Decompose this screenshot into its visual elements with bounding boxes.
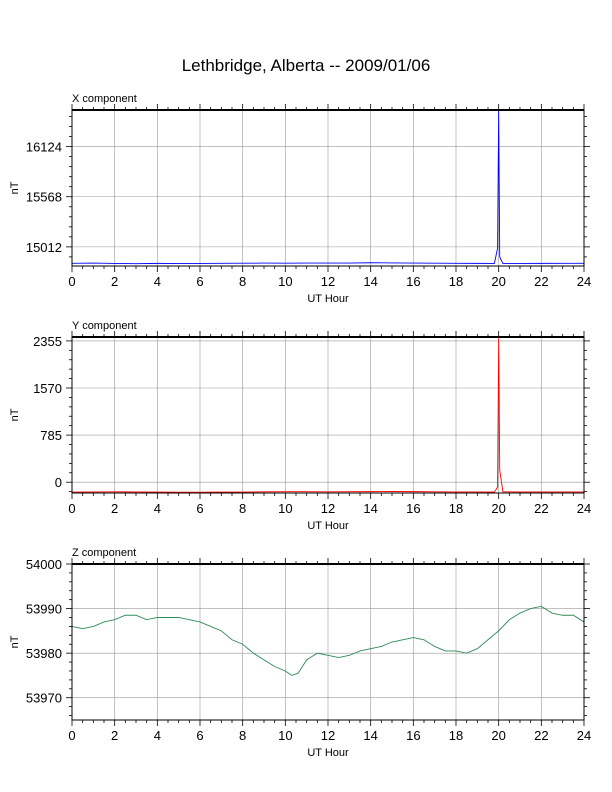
- x-tick-label: 24: [576, 728, 592, 743]
- x-tick-label: 16: [406, 501, 421, 516]
- x-tick-label: 10: [278, 274, 293, 289]
- x-tick-label: 10: [278, 501, 293, 516]
- x-tick-label: 0: [68, 274, 76, 289]
- y-axis-label: nT: [9, 635, 21, 649]
- z-component-panel: [9, 547, 591, 759]
- x-tick-label: 2: [111, 274, 119, 289]
- x-tick-label: 22: [534, 728, 549, 743]
- y-tick-label: 15568: [25, 189, 62, 205]
- x-tick-label: 16: [406, 274, 421, 289]
- x-tick-label: 22: [534, 274, 549, 289]
- y-component-panel: [9, 320, 591, 532]
- x-tick-label: 12: [320, 501, 336, 516]
- y-tick-label: 54000: [25, 557, 62, 572]
- x-tick-label: 6: [196, 274, 204, 289]
- y-tick-label: 785: [40, 428, 62, 444]
- y-tick-label: 53990: [25, 601, 62, 617]
- x-component-panel: [9, 93, 591, 305]
- panel-title: Y component: [72, 320, 137, 332]
- x-tick-label: 18: [448, 728, 464, 743]
- y-tick-label: 0: [54, 475, 62, 491]
- x-tick-label: 2: [111, 728, 119, 743]
- x-axis-label: UT Hour: [307, 293, 349, 305]
- x-tick-label: 10: [278, 728, 293, 743]
- x-tick-label: 18: [448, 501, 464, 516]
- x-tick-label: 2: [111, 501, 119, 516]
- y-tick-label: 1570: [33, 381, 62, 396]
- x-tick-label: 0: [68, 728, 76, 743]
- x-tick-label: 0: [68, 501, 76, 516]
- x-tick-label: 8: [239, 501, 247, 516]
- panel-title: Z component: [72, 547, 137, 559]
- y-tick-label: 16124: [25, 139, 62, 155]
- x-tick-label: 16: [406, 728, 421, 743]
- x-tick-label: 4: [153, 728, 161, 743]
- x-axis-label: UT Hour: [307, 747, 349, 759]
- y-tick-label: 2355: [33, 333, 62, 349]
- x-tick-label: 4: [153, 501, 161, 516]
- x-tick-label: 22: [534, 501, 549, 516]
- y-axis-label: nT: [9, 408, 21, 422]
- x-tick-label: 12: [320, 728, 336, 743]
- y-tick-label: 53970: [25, 690, 62, 706]
- figure-title: Lethbridge, Alberta -- 2009/01/06: [181, 56, 431, 75]
- y-tick-label: 15012: [25, 239, 62, 255]
- x-tick-label: 20: [491, 501, 506, 516]
- x-tick-label: 14: [363, 728, 378, 743]
- y-tick-label: 53980: [25, 646, 62, 662]
- x-tick-label: 14: [363, 501, 378, 516]
- x-tick-label: 24: [576, 501, 592, 516]
- x-tick-label: 4: [153, 274, 161, 289]
- x-tick-label: 20: [491, 728, 506, 743]
- x-axis-label: UT Hour: [307, 520, 349, 532]
- x-tick-label: 6: [196, 728, 204, 743]
- x-tick-label: 8: [239, 274, 247, 289]
- panel-title: X component: [72, 93, 137, 105]
- x-tick-label: 8: [239, 728, 247, 743]
- x-tick-label: 14: [363, 274, 378, 289]
- x-tick-label: 24: [576, 274, 592, 289]
- x-tick-label: 12: [320, 274, 336, 289]
- x-tick-label: 20: [491, 274, 506, 289]
- x-tick-label: 18: [448, 274, 464, 289]
- x-tick-label: 6: [196, 501, 204, 516]
- y-axis-label: nT: [9, 181, 21, 195]
